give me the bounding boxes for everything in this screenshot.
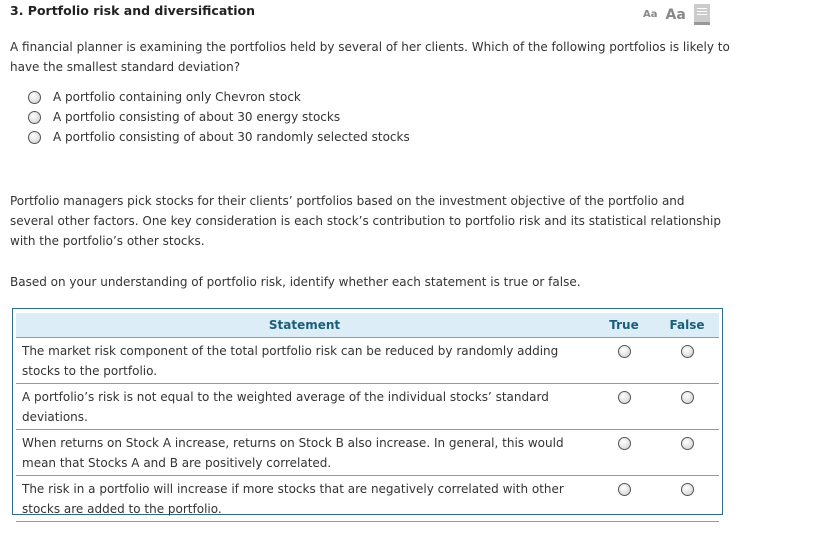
column-true: True <box>593 313 655 338</box>
true-radio[interactable] <box>618 345 631 358</box>
column-statement: Statement <box>16 313 593 338</box>
font-size-large-button[interactable]: Aa <box>665 6 686 23</box>
table-header <box>16 313 719 338</box>
answer-options <box>28 87 410 147</box>
true-false-table <box>12 308 723 515</box>
print-icon[interactable] <box>694 4 710 25</box>
question-prompt: A financial planner is examining the portfolios held by several of her clients. Which of the following portfolios is likely to have the smallest standard deviation? <box>10 40 730 74</box>
option-2[interactable] <box>28 107 410 127</box>
radio-button[interactable] <box>28 131 41 144</box>
false-radio[interactable] <box>681 345 694 358</box>
radio-button[interactable] <box>28 91 41 104</box>
true-radio[interactable] <box>618 483 631 496</box>
question-title: 3. Portfolio risk and diversification <box>10 3 256 18</box>
false-radio[interactable] <box>681 391 694 404</box>
radio-button[interactable] <box>28 111 41 124</box>
option-label: A portfolio consisting of about 30 randomly selected stocks <box>53 130 410 144</box>
statement-text: When returns on Stock A increase, returns on Stock B also increase. In general, this would mean that Stocks A and B are positively correlated. <box>16 430 593 476</box>
statement-text: A portfolio’s risk is not equal to the weighted average of the individual stocks’ standard deviations. <box>16 384 593 430</box>
false-radio[interactable] <box>681 483 694 496</box>
option-label: A portfolio containing only Chevron stock <box>53 90 301 104</box>
instruction-text: Based on your understanding of portfolio risk, identify whether each statement is true or false. <box>10 275 581 289</box>
font-size-small-button[interactable]: Aa <box>643 9 658 20</box>
toolbar <box>643 4 710 25</box>
column-false: False <box>655 313 719 338</box>
statement-text: The market risk component of the total portfolio risk can be reduced by randomly adding stocks to the portfolio. <box>16 338 593 384</box>
table-row <box>16 338 719 384</box>
true-radio[interactable] <box>618 437 631 450</box>
option-label: A portfolio consisting of about 30 energy stocks <box>53 110 341 124</box>
table-row <box>16 430 719 476</box>
table-row <box>16 476 719 522</box>
statement-text: The risk in a portfolio will increase if more stocks that are negatively correlated with other stocks are added to the portfolio. <box>16 476 593 522</box>
true-radio[interactable] <box>618 391 631 404</box>
intro-text: Portfolio managers pick stocks for their clients’ portfolios based on the investment objective of the portfolio and several other factors. One key consideration is each stock’s contribution to portfolio risk and its statistical relationship with the portfolio’s other stocks. <box>10 194 721 248</box>
option-1[interactable] <box>28 87 410 107</box>
table-row <box>16 384 719 430</box>
false-radio[interactable] <box>681 437 694 450</box>
option-3[interactable] <box>28 127 410 147</box>
